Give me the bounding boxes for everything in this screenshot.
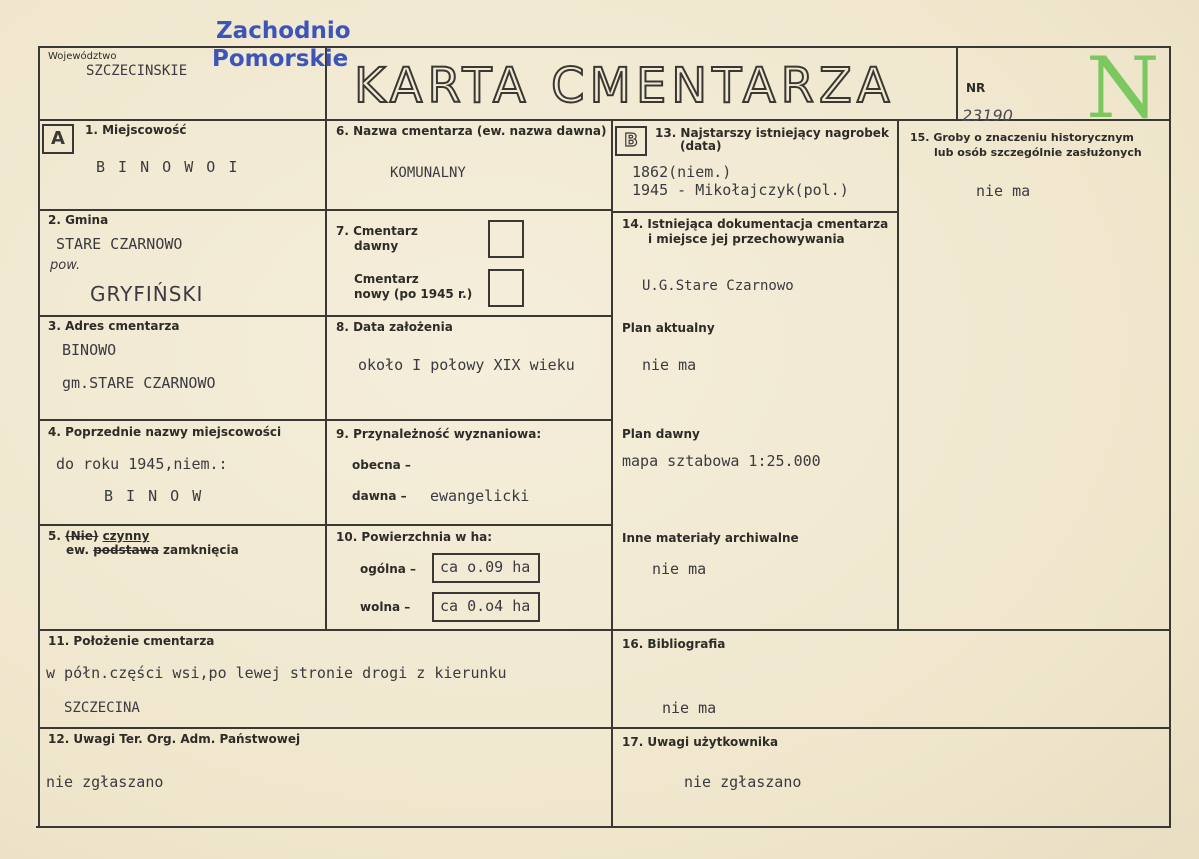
field-2-value: STARE CZARNOWO — [56, 235, 183, 253]
row-line — [38, 419, 612, 421]
row-line — [38, 524, 612, 526]
field-3-label: 3. Adres cmentarza — [48, 319, 180, 333]
field-5-active: czynny — [102, 529, 150, 543]
field-5-label — [48, 530, 149, 543]
frame-top — [38, 46, 1171, 48]
plan-old-label: Plan dawny — [622, 427, 700, 441]
category-letter-stamp: N — [1086, 39, 1160, 137]
field-8-value: około I połowy XIX wieku — [358, 356, 575, 374]
field-7-new-label-1: Cmentarz — [354, 272, 419, 286]
field-9-past-value: ewangelicki — [430, 487, 530, 505]
frame-bottom — [36, 826, 1171, 828]
section-letter-a: A — [42, 124, 74, 154]
field-13-label-1: 13. Najstarszy istniejący nagrobek — [655, 126, 889, 140]
wojewodztwo-value: SZCZECINSKIE — [86, 63, 188, 79]
plan-current-label: Plan aktualny — [622, 321, 715, 335]
field-5-line-2-suffix: zamknięcia — [162, 543, 239, 557]
row-line — [38, 209, 612, 211]
field-2-label: 2. Gmina — [48, 213, 109, 227]
field-10-total-value: ca o.09 ha — [432, 553, 540, 583]
field-2-pow-value: GRYFIŃSKI — [90, 282, 204, 306]
plan-old-value: mapa sztabowa 1:25.000 — [622, 452, 821, 470]
frame-left — [38, 46, 40, 828]
field-5-prefix: 5. — [48, 529, 61, 543]
card-title: KARTA CMENTARZA — [354, 58, 895, 114]
field-7-old-label-1: 7. Cmentarz — [336, 224, 418, 238]
field-7-old-label-2: dawny — [354, 239, 399, 253]
field-10-free-label: wolna – — [360, 600, 411, 614]
field-10-label: 10. Powierzchnia w ha: — [336, 530, 493, 544]
field-4-line-1: do roku 1945,niem.: — [56, 455, 228, 473]
col-divider-3 — [897, 119, 899, 631]
frame-right — [1169, 46, 1171, 828]
field-10-total-label: ogólna – — [360, 562, 417, 576]
field-6-label: 6. Nazwa cmentarza (ew. nazwa dawna) — [336, 124, 607, 138]
section-letter-b: B — [615, 126, 647, 156]
field-1-value: B I N O W O I — [96, 158, 240, 176]
plan-current-value: nie ma — [642, 356, 697, 374]
wojewodztwo-label: Województwo — [48, 51, 117, 62]
row-line — [38, 727, 1171, 729]
field-17-value: nie zgłaszano — [684, 773, 802, 791]
nr-value: 23190 — [962, 106, 1013, 125]
field-15-label-1: 15. Groby o znaczeniu historycznym — [910, 131, 1134, 144]
checkbox-new-cemetery[interactable] — [488, 269, 524, 307]
field-3-line-2: gm.STARE CZARNOWO — [62, 374, 216, 392]
field-12-value: nie zgłaszano — [46, 773, 164, 791]
field-14-value: U.G.Stare Czarnowo — [642, 278, 794, 294]
row-line — [38, 315, 612, 317]
field-5-line-2-struck: podstawa — [93, 543, 159, 557]
field-5-line-2 — [66, 544, 239, 557]
header-divider-2 — [956, 46, 958, 120]
field-15-value: nie ma — [976, 182, 1031, 200]
field-4-label: 4. Poprzednie nazwy miejscowości — [48, 425, 282, 439]
other-materials-label: Inne materiały archiwalne — [622, 531, 799, 545]
field-7-new-label-2: nowy (po 1945 r.) — [354, 287, 473, 301]
field-14-label-1: 14. Istniejąca dokumentacja cmentarza — [622, 217, 889, 231]
field-4-line-2: B I N O W — [104, 487, 204, 505]
field-8-label: 8. Data założenia — [336, 320, 453, 334]
col-divider-1 — [325, 119, 327, 631]
field-16-value: nie ma — [662, 699, 717, 717]
col-divider-2 — [611, 119, 613, 826]
field-13-line-1: 1862(niem.) — [632, 163, 732, 181]
field-11-label: 11. Położenie cmentarza — [48, 634, 215, 648]
row-line — [611, 211, 898, 213]
field-11-line-2: SZCZECINA — [64, 700, 140, 716]
field-9-label: 9. Przynależność wyznaniowa: — [336, 427, 542, 441]
field-10-free-value: ca 0.o4 ha — [432, 592, 540, 622]
field-2-pow-note: pow. — [50, 258, 81, 273]
stamp-line-2: Pomorskie — [212, 46, 349, 72]
field-14-label-2: i miejsce jej przechowywania — [648, 232, 845, 246]
checkbox-old-cemetery[interactable] — [488, 220, 524, 258]
field-13-line-2: 1945 - Mikołajczyk(pol.) — [632, 181, 849, 199]
field-3-line-1: BINOWO — [62, 341, 117, 359]
field-5-line-2-prefix: ew. — [66, 543, 90, 557]
field-16-label: 16. Bibliografia — [622, 637, 726, 651]
field-5-struck: (Nie) — [65, 529, 99, 543]
stamp-line-1: Zachodnio — [216, 18, 351, 44]
field-9-current-label: obecna – — [352, 458, 411, 472]
field-12-label: 12. Uwagi Ter. Org. Adm. Państwowej — [48, 732, 301, 746]
nr-label: NR — [966, 81, 986, 95]
row-line — [38, 629, 1171, 631]
field-13-label-2: (data) — [680, 139, 722, 153]
field-11-line-1: w półn.części wsi,po lewej stronie drogi z kierunku — [46, 664, 507, 682]
field-1-label: 1. Miejscowość — [85, 123, 187, 137]
field-17-label: 17. Uwagi użytkownika — [622, 735, 779, 749]
field-6-value: KOMUNALNY — [390, 165, 466, 181]
field-15-label-2: lub osób szczególnie zasłużonych — [934, 146, 1142, 159]
field-9-past-label: dawna – — [352, 489, 407, 503]
other-materials-value: nie ma — [652, 560, 707, 578]
